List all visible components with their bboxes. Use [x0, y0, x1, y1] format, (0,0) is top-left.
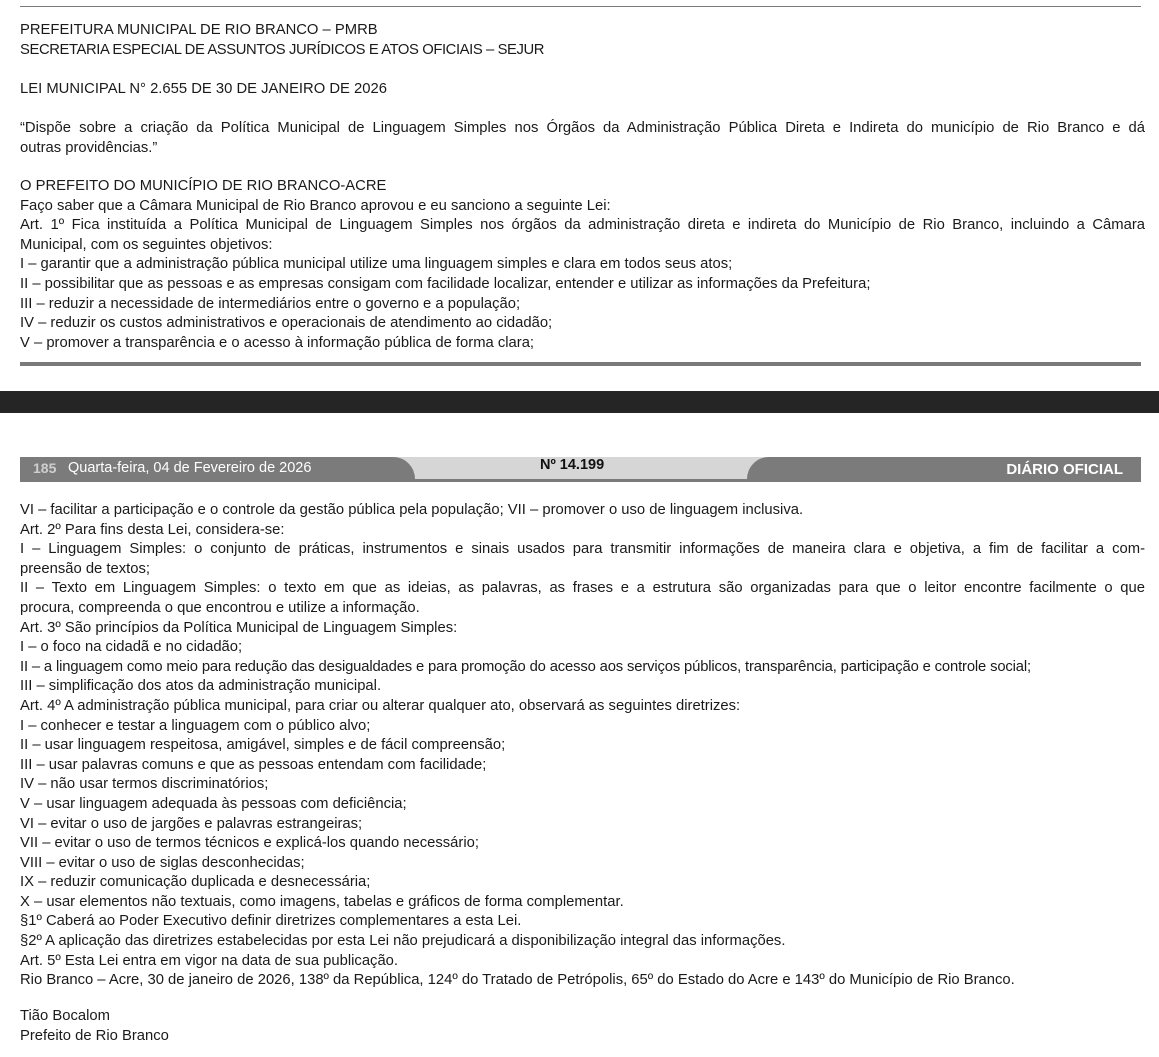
issuer-block: [20, 21, 1145, 60]
body-line: II – usar linguagem respeitosa, amigável, simples e de fácil compreensão;: [20, 737, 506, 754]
body-line: Art. 2º Para fins desta Lei, considera-se:: [20, 521, 285, 538]
body-line: VI – facilitar a participação e o controle da gestão pública pela população; VII – promover o uso de linguagem inclusiva.: [20, 502, 804, 518]
body-line: IX – reduzir comunicação duplicada e desnecessária;: [20, 874, 371, 891]
body-line: VII – evitar o uso de termos técnicos e explicá-los quando necessário;: [20, 835, 479, 852]
body-line: I – Linguagem Simples: o conjunto de práticas, instrumentos e sinais usados para transmitir informações de maneira clara e objetiva, a fim de facilitar a com-: [20, 541, 1145, 558]
signature-block: [20, 1007, 1145, 1046]
body-line: II – Texto em Linguagem Simples: o texto em que as ideias, as palavras, as frases e a estrutura são organizadas para que o leitor encontre facilmente o que: [20, 580, 1145, 597]
page-number: 185: [33, 460, 57, 476]
body-line: II – possibilitar que as pessoas e as empresas consigam com facilidade localizar, entender e utilizar as informações da Prefeitura;: [20, 275, 871, 292]
bottom-rule: [20, 362, 1141, 366]
law-ementa: [20, 119, 1145, 158]
issue-number: Nº 14.199: [540, 457, 605, 473]
body-line: Faço saber que a Câmara Municipal de Rio Branco aprovou e eu sanciono a seguinte Lei:: [20, 197, 611, 214]
body-line: I – conhecer e testar a linguagem com o público alvo;: [20, 717, 371, 734]
page-break-band: [0, 391, 1159, 413]
body-line: Art. 3º São princípios da Política Municipal de Linguagem Simples:: [20, 619, 458, 636]
body-line: procura, compreenda o que encontrou e utilize a informação.: [20, 599, 420, 616]
issuer-org: PREFEITURA MUNICIPAL DE RIO BRANCO – PMRB: [20, 22, 378, 38]
signer-title: Prefeito de Rio Branco: [20, 1027, 169, 1044]
body-line: Art. 4º A administração pública municipal, para criar ou alterar qualquer ato, observará as seguintes diretrizes:: [20, 697, 741, 714]
body-line: VI – evitar o uso de jargões e palavras estrangeiras;: [20, 815, 363, 832]
body-line: V – usar linguagem adequada às pessoas com deficiência;: [20, 795, 407, 812]
header-underline: [20, 479, 1141, 482]
law-body-top: [20, 177, 1145, 353]
signer-name: Tião Bocalom: [20, 1008, 110, 1024]
body-line: IV – não usar termos discriminatórios;: [20, 776, 269, 793]
gazette-title: DIÁRIO OFICIAL: [1006, 461, 1123, 478]
body-line: IV – reduzir os custos administrativos e operacionais de atendimento ao cidadão;: [20, 315, 553, 332]
issuer-secretaria: SECRETARIA ESPECIAL DE ASSUNTOS JURÍDICOS E ATOS OFICIAIS – SEJUR: [20, 41, 545, 58]
body-line: §2º A aplicação das diretrizes estabelecidas por esta Lei não prejudicará a disponibilização integral das informações.: [20, 933, 786, 950]
body-line: Municipal, com os seguintes objetivos:: [20, 236, 273, 253]
body-line: Rio Branco – Acre, 30 de janeiro de 2026, 138º da República, 124º do Tratado de Petrópolis, 65º do Estado do Acre e 143º do Município de Rio Branco.: [20, 972, 1015, 989]
body-line: I – o foco na cidadã e no cidadão;: [20, 639, 243, 656]
law-title: [20, 80, 1145, 100]
ementa-line: “Dispõe sobre a criação da Política Municipal de Linguagem Simples nos Órgãos da Administração Pública Direta e Indireta do município de Rio Branco e dá: [20, 120, 1145, 136]
body-line: VIII – evitar o uso de siglas desconhecidas;: [20, 854, 305, 871]
body-line: §1º Caberá ao Poder Executivo definir diretrizes complementares a esta Lei.: [20, 913, 522, 930]
body-line: X – usar elementos não textuais, como imagens, tabelas e gráficos de forma complementar.: [20, 893, 624, 910]
body-line: III – reduzir a necessidade de intermediários entre o governo e a população;: [20, 295, 521, 312]
body-line: preensão de textos;: [20, 560, 150, 577]
body-line: Art. 1º Fica instituída a Política Municipal de Linguagem Simples nos órgãos da administração direta e indireta do Município de Rio Branco, incluindo a Câmara: [20, 217, 1145, 234]
body-line: O PREFEITO DO MUNICÍPIO DE RIO BRANCO-ACRE: [20, 178, 387, 194]
body-line: Art. 5º Esta Lei entra em vigor na data de sua publicação.: [20, 952, 399, 969]
body-line: V – promover a transparência e o acesso à informação pública de forma clara;: [20, 334, 535, 351]
law-title-text: LEI MUNICIPAL N° 2.655 DE 30 DE JANEIRO DE 2026: [20, 81, 387, 97]
issue-date: Quarta-feira, 04 de Fevereiro de 2026: [68, 460, 312, 476]
body-line: II – a linguagem como meio para redução das desigualdades e para promoção do acesso aos serviços públicos, transparência, participação e controle social;: [20, 658, 1031, 675]
body-line: III – usar palavras comuns e que as pessoas entendam com facilidade;: [20, 756, 487, 773]
page-header: [20, 457, 1141, 482]
ementa-line: outras providências.”: [20, 139, 158, 156]
law-body-bottom: [20, 501, 1145, 991]
body-line: I – garantir que a administração pública municipal utilize uma linguagem simples e clara em todos seus atos;: [20, 256, 733, 273]
body-line: III – simplificação dos atos da administração municipal.: [20, 678, 382, 695]
top-rule: [20, 6, 1141, 7]
